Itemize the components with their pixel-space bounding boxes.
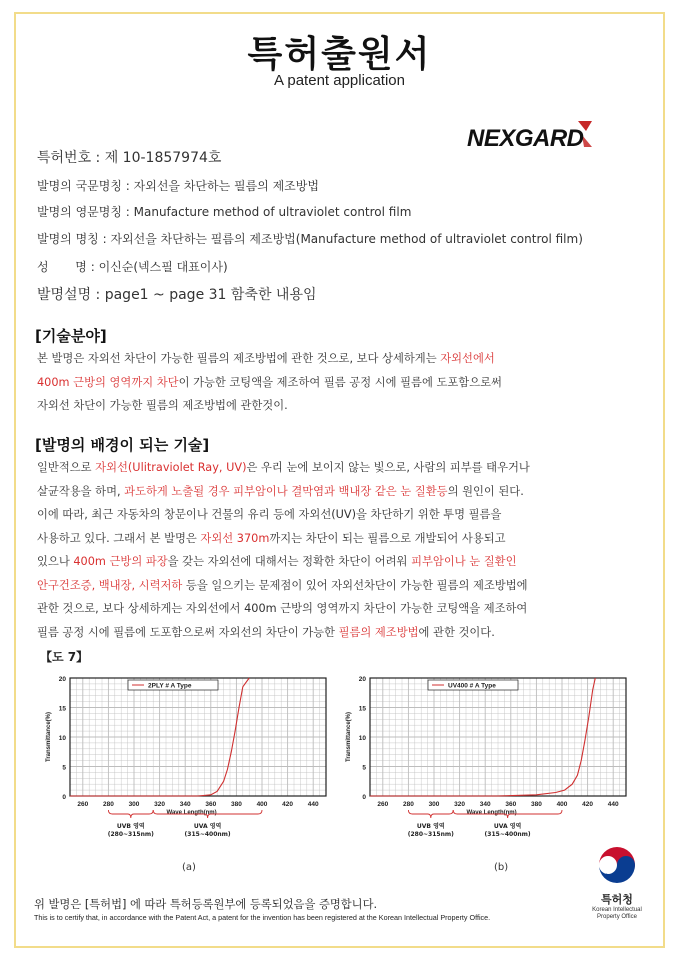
kipo-name-en2: Property Office (597, 914, 637, 920)
title-korean: 발명의 국문명칭 : 자외선을 차단하는 필름의 제조방법 (37, 179, 319, 193)
doc-title: 특허출원서 (247, 34, 432, 75)
kipo-seal (590, 845, 644, 921)
section-body-background: 일반적으로 자외선(Ulitraviolet Ray, UV)은 우리 눈에 보이지 않는 빛으로, 사람의 피부를 태우거나 살균작용을 하며, 과도하게 노출될 경우 피부암이나 결막염과 백내장 같은 눈 질환등의 원인이 된다. 이에 따라, 최근 자동차의 창문이나 건물의 유리 등에 자외선(UV)을 차단하기 위한 투명 필름을 사용하고 있다. 그래서 본 발명은 자외선 370m까지는 차단이 되는 필름으로 개발되어 사용되고 있으나 400m 근방의 파장을 갖는 자외선에 대해서는 정확한 차단이 어려워 피부암이나 눈 질환인 안구건조증, 백내장, 시력저하 등을 일으키는 문제점이 있어 자외선차단이 가능한 필름의 제조방법에 관한 것으로, 보다 상세하게는 자외선에서 400m 근방의 영역까지 차단이 가능한 코팅액을 제조하여 필름 공정 시에 필름에 도포함으로써 자외선의 차단이 가능한 필름의 제조방법에 관한 것이다. (37, 461, 530, 639)
doc-subtitle: A patent application (274, 72, 405, 89)
chart-b (340, 668, 640, 848)
chart-b-xlabel: Wave Length(nm) (466, 810, 517, 816)
brand-text: NEXGARD (467, 125, 584, 151)
name-label: 성 명 : (37, 260, 99, 274)
nexgard-logo (466, 119, 611, 151)
chart-b-caption: (b) (494, 862, 509, 873)
name-value: 이신순(넥스필 대표이사) (98, 260, 228, 274)
chart-a-xtick: 340 (179, 801, 191, 808)
chart-a-ytick: 0 (62, 794, 66, 801)
kipo-name-en1: Korean Intellectual (592, 907, 642, 913)
inventor-name (37, 258, 228, 275)
chart-a-ylabel: Transmittance(%) (46, 711, 52, 763)
chart-a-uvb-label: UVB 영역 (116, 823, 145, 830)
chart-a-uva-label: UVA 영역 (193, 823, 222, 830)
chart-a-xtick: 420 (282, 801, 294, 808)
chart-a-xtick: 260 (77, 801, 89, 808)
certificate-korean: 위 발명은 [특허법] 에 따라 특허등록원부에 등록되었음을 증명합니다. (34, 898, 378, 911)
chart-a-ytick: 5 (62, 764, 66, 772)
chart-a-xtick: 380 (230, 801, 242, 808)
title-english: 발명의 영문명칭 : Manufacture method of ultraviolet control film (37, 205, 412, 219)
chart-a-ytick: 15 (58, 705, 66, 713)
chart-a-xtick: 320 (154, 801, 166, 808)
chart-b-ytick: 10 (358, 735, 366, 742)
chart-a-xtick: 280 (102, 801, 114, 808)
chart-b-xtick: 400 (556, 801, 568, 808)
chart-a-caption: (a) (182, 862, 196, 873)
chart-a-legend (128, 680, 218, 690)
chart-a-xtick: 300 (128, 801, 140, 808)
chart-b-uvb-label: UVB 영역 (416, 823, 445, 830)
chart-b-xtick: 340 (479, 801, 491, 808)
chart-b-legend-label: UV400 # A Type (448, 682, 496, 690)
section-body-field: 본 발명은 자외선 차단이 가능한 필름의 제조방법에 관한 것으로, 보다 상세하게는 자외선에서 400m 근방의 영역까지 차단이 가능한 코팅액을 제조하여 필름 공정 시에 필름에 도포함으로써 자외선 차단이 가능한 필름의 제조방법에 관한것이. (37, 352, 502, 412)
chart-b-ylabel: Transmittance(%) (346, 711, 352, 763)
description-summary: 발명설명 : page1 ~ page 31 함축한 내용임 (37, 287, 317, 303)
chart-a-legend-label: 2PLY # A Type (148, 682, 192, 690)
chart-a-xtick: 440 (307, 801, 319, 808)
chart-b-ytick: 5 (362, 764, 366, 772)
chart-b-uva-label: UVA 영역 (493, 823, 522, 830)
chart-a-uvb-brace (108, 810, 153, 818)
kipo-name-ko: 특허청 (601, 893, 633, 906)
chart-b-xtick: 260 (377, 801, 389, 808)
title-full: 발명의 명칭 : 자외선을 차단하는 필름의 제조방법(Manufacture method of ultraviolet control film) (37, 232, 583, 246)
chart-a-xtick: 400 (256, 801, 268, 808)
chart-a-uvb-range: (280~315nm) (107, 831, 154, 838)
chart-b-uvb-brace (408, 810, 453, 818)
chart-a-xtick: 360 (205, 801, 217, 808)
chart-b-uvb-range: (280~315nm) (407, 831, 454, 838)
section-heading-field: [기술분야] (35, 327, 107, 345)
chart-b-xtick: 420 (582, 801, 594, 808)
chart-b-xtick: 380 (530, 801, 542, 808)
chart-b-xtick: 280 (402, 801, 414, 808)
chart-b-xtick: 440 (607, 801, 619, 808)
chart-b-ytick: 15 (358, 705, 366, 713)
chart-a-ytick: 20 (58, 676, 66, 683)
figure-label: 【도 7】 (40, 650, 89, 664)
chart-b-xtick: 360 (505, 801, 517, 808)
chart-a (40, 668, 340, 848)
chart-b-uva-range: (315~400nm) (484, 831, 531, 838)
patent-number: 특허번호 : 제 10-1857974호 (37, 150, 222, 166)
certificate-english: This is to certify that, in accordance with the Patent Act, a patent for the invention has been registered at the Korean Intellectual Property Office. (34, 913, 491, 922)
chart-b-ytick: 20 (358, 676, 366, 683)
chart-a-ytick: 10 (58, 735, 66, 742)
chart-b-xtick: 300 (428, 801, 440, 808)
kipo-emblem-icon (597, 845, 637, 885)
chart-b-legend (428, 680, 518, 690)
chart-b-ytick: 0 (362, 794, 366, 801)
chart-b-xtick: 320 (454, 801, 466, 808)
section-heading-background: [발명의 배경이 되는 기술] (35, 436, 210, 454)
chart-a-uva-range: (315~400nm) (184, 831, 231, 838)
chart-a-xlabel: Wave Length(nm) (166, 810, 217, 816)
